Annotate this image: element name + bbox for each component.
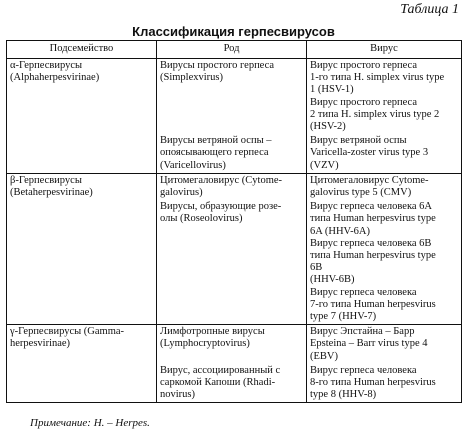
classification-table [6,40,462,403]
cell-line: Вирусы, образующие розе- [160,201,282,213]
cell-subfamily [7,325,157,364]
cell-line: type 7 (HHV-7) [310,311,377,323]
cell-genus [157,325,307,364]
table-row [7,364,462,403]
header-row [7,41,462,59]
cell-virus [307,325,462,364]
cell-virus [307,173,462,200]
cell-virus [307,200,462,325]
cell-line: 8-го типа Human herpesvirus [310,377,436,389]
cell-line: (Varicellovirus) [160,159,226,171]
cell-line: Вирус ветряной оспы [310,135,407,147]
cell-line: galovirus type 5 (CMV) [310,187,412,199]
table-footnote: Примечание: H. – Herpes. [30,417,150,429]
cell-line: опоясывающего герпеса [160,147,269,159]
column-header-genus: Род [157,41,307,59]
cell-line: Цитомегаловирус Cytome- [310,174,429,186]
cell-subfamily [7,173,157,200]
cell-line: Вирус простого герпеса [310,96,417,108]
table-row [7,325,462,364]
cell-line: Вирус герпеса человека 6A [310,201,433,213]
cell-line: Вирус герпеса человека [310,286,417,298]
cell-subfamily [7,200,157,325]
cell-line: Цитомегаловирус (Cytome- [160,174,283,186]
cell-virus [307,59,462,135]
cell-line: Вирус, ассоциированный с [160,364,281,376]
cell-genus [157,173,307,200]
cell-line: 6A (HHV-6A) [310,225,370,237]
cell-subfamily [7,134,157,173]
cell-line: (Alphaherpesvirinae) [10,72,100,84]
cell-line: galovirus) [160,187,203,199]
cell-genus [157,200,307,325]
cell-line: Вирусы простого герпеса [160,60,275,71]
cell-subfamily [7,364,157,403]
cell-virus [307,134,462,173]
cell-line: Вирус герпеса человека [310,364,417,376]
cell-genus [157,364,307,403]
cell-line: Лимфотропные вирусы [160,326,265,338]
cell-line: 6B [310,262,323,274]
cell-line: herpesvirinae) [10,338,71,350]
cell-line: 1 (HSV-1) [310,84,354,96]
cell-line: type 8 (HHV-8) [310,389,377,401]
cell-line: (Lymphocryptovirus) [160,338,250,350]
cell-line: (Betaherpesvirinae) [10,187,93,199]
cell-line: Вирус простого герпеса [310,60,417,71]
cell-line: α-Герпесвирусы [10,60,83,71]
cell-line: 2 типа H. simplex virus type 2 [310,108,440,120]
cell-line: 1-го типа H. simplex virus type [310,72,445,84]
table-row [7,173,462,200]
table-row [7,200,462,325]
cell-line: саркомой Капоши (Rhadi- [160,377,276,389]
cell-line: (HSV-2) [310,121,346,133]
table-row [7,134,462,173]
cell-line: (HHV-6B) [310,274,355,286]
column-header-subfamily: Подсемейство [7,41,157,59]
cell-line: олы (Roseolovirus) [160,213,243,225]
cell-line: типа Human herpesvirus type [310,213,436,225]
cell-genus [157,134,307,173]
cell-line: 7-го типа Human herpesvirus [310,298,436,310]
table-row [7,59,462,135]
table-number: Таблица 1 [400,2,459,17]
cell-line: Вирус Эпстайна – Барр [310,326,415,338]
cell-line: γ-Герпесвирусы (Gamma- [10,326,125,338]
cell-line: типа Human herpesvirus type [310,250,436,262]
cell-line: (EBV) [310,350,338,362]
cell-line: Вирусы ветряной оспы – [160,135,272,147]
cell-subfamily [7,59,157,135]
cell-line: Varicella-zoster virus type 3 [310,147,429,159]
cell-line: Вирус герпеса человека 6B [310,237,432,249]
cell-line: Epsteina – Barr virus type 4 [310,338,428,350]
cell-line: (Simplexvirus) [160,72,223,84]
cell-line: (VZV) [310,159,339,171]
table-title: Классификация герпесвирусов [132,24,335,39]
cell-genus [157,59,307,135]
column-header-virus: Вирус [307,41,462,59]
cell-line: novirus) [160,389,195,401]
cell-line: β-Герпесвирусы [10,174,82,186]
cell-virus [307,364,462,403]
